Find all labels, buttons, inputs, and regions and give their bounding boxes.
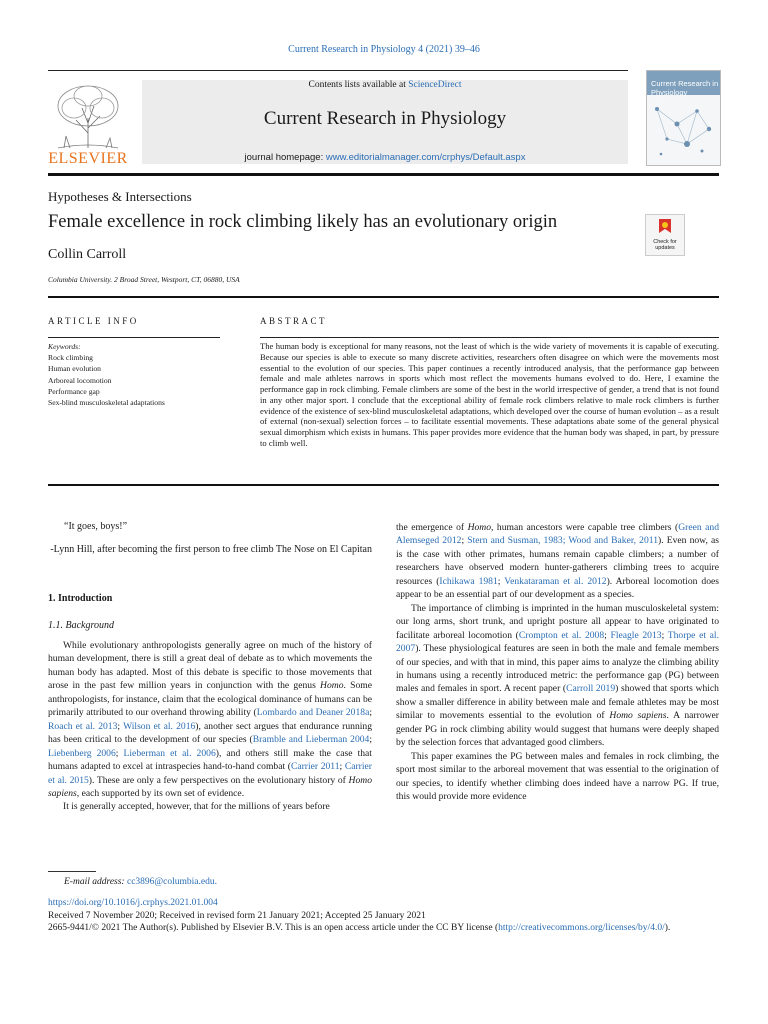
license-link[interactable]: http://creativecommons.org/licenses/by/4.0/ xyxy=(498,923,665,933)
crossmark-label: Check for updates xyxy=(653,239,677,251)
author-name: Collin Carroll xyxy=(48,247,127,262)
body-paragraph: It is generally accepted, however, that for the millions of years before xyxy=(63,801,330,813)
homepage-prefix: journal homepage: xyxy=(244,152,326,163)
crossmark-icon xyxy=(646,215,684,239)
keyword: Human evolution xyxy=(48,364,101,374)
header-rule xyxy=(48,70,628,71)
title-block-rule xyxy=(48,296,719,298)
citation-link[interactable]: Wilson et al. 2016 xyxy=(123,720,196,732)
citation-link[interactable]: Carrier et al. 2015 xyxy=(48,761,372,786)
body-paragraph: While evolutionary anthropologists generally agree on much of the history of human development, there is still a great deal of debate as to which movements the human body has adapted. Most of this debate is specific to those movements that arose in the past few million years in conjunction with the genus Homo. Some anthropologists, for instance, claim that the ecological dominance of humans can be primarily attributed to our overhand throwing ability (Lombardo and Deaner 2018a; Roach et al. 2013; Wilson et al. 2016), another sect argues that endurance running has been critical to the development of our species (Bramble and Lieberman 2004; Liebenberg 2006; Lieberman et al. 2006), and others still make the case that humans adapted to excel at intraspecies hand-to-hand combat (Carrier 2011; Carrier et al. 2015). These are only a few perspectives on the evolutionary history of Homo sapiens, each supported by its own set of evidence. xyxy=(48,640,373,799)
doi-link[interactable]: https://doi.org/10.1016/j.crphys.2021.01.004 xyxy=(48,898,218,908)
citation-link[interactable]: Ichikawa 1981 xyxy=(439,575,498,587)
keyword: Rock climbing xyxy=(48,353,93,363)
contents-line xyxy=(142,80,628,90)
email-label: E-mail address: xyxy=(64,877,125,887)
homepage-link[interactable]: www.editorialmanager.com/crphys/Default.aspx xyxy=(325,152,526,163)
footnote-email xyxy=(64,877,217,887)
citation-link[interactable]: Carrier 2011 xyxy=(290,761,340,773)
body-left-column xyxy=(48,639,372,814)
citation-link[interactable]: Roach et al. 2013 xyxy=(48,720,118,732)
body-right-column xyxy=(396,521,719,804)
article-info-heading: ARTICLE INFO xyxy=(48,316,139,326)
abstract-heading: ABSTRACT xyxy=(260,316,328,326)
article-title: Female excellence in rock climbing likely has an evolutionary origin xyxy=(48,212,558,232)
contents-prefix: Contents lists available at xyxy=(308,80,409,90)
license-text: 2665-9441/© 2021 The Author(s). Published by Elsevier B.V. This is an open access article under the CC BY license ( xyxy=(48,923,499,933)
masthead-bottom-rule xyxy=(48,173,719,176)
cover-network-art xyxy=(647,99,720,165)
journal-title: Current Research in Physiology xyxy=(263,108,507,129)
license-end: ). xyxy=(664,923,671,933)
subsection-heading-background: 1.1. Background xyxy=(48,620,115,631)
citation-link[interactable]: Lombardo and Deaner 2018a xyxy=(256,707,370,719)
section-heading-introduction: 1. Introduction xyxy=(48,593,113,604)
elsevier-wordmark: ELSEVIER xyxy=(48,150,128,167)
footnote-rule xyxy=(48,871,96,872)
cover-title: Current Research in Physiology xyxy=(651,79,719,97)
keyword: Performance gap xyxy=(48,386,100,396)
abstract-text: The human body is exceptional for many reasons, not the least of which is the wide variety of movements it is capable of executing. Because our species is able to execute so many discrete activities, researchers often disagree on which were the movements most essential to the evolution of our species. This paper continues a recently introduced analysis, that the performance gap between female and male athletes narrows in sports which most reflect the movements humans evolved to do. Here, I examine the performance gap in rock climbing. Female climbers are some of the best in the world irrespective of gender, a trend that is not found in any other major sport. I conclude that the exceptional ability of female rock climbers relative to male rock climbers is further evidence of the existence of sex-blind musculoskeletal adaptations, which developed over the course of human evolution – as a result of external (non-sexual) selection forces – to facilitate essential movements. These adaptations abate some of the general physical sexual dimorphism which exists in humans. This paper provides more evidence that the human body was shaped, in part, by pressure to climb well. xyxy=(260,341,719,448)
citation-link[interactable]: Crompton et al. 2008 xyxy=(518,629,605,641)
article-section-type: Hypotheses & Intersections xyxy=(48,189,192,204)
journal-citation-link[interactable]: Current Research in Physiology 4 (2021) 39–46 xyxy=(288,44,480,55)
author-affiliation: Columbia University. 2 Broad Street, Westport, CT, 06880, USA xyxy=(48,275,240,284)
citation-link[interactable]: Stern and Susman, 1983; Wood and Baker, 2011 xyxy=(467,535,659,547)
body-paragraph: The importance of climbing is imprinted in the human musculoskeletal system: our long arms, short trunk, and upright posture all appear to have originated to facilitate arboreal locomotion (Crompton et al. 2008; Fleagle 2013; Thorpe et al. 2007). These physiological features are seen in both the male and female members of our species, and with that in mind, this paper aims to analyze the climbing ability in humans using a recently introduced metric: the performance gap (PG) between males and females in sport. A recent paper (Carroll 2019) showed that sports which show a smaller difference in ability between male and female athletes may be most similar to movements essential to the evolution of Homo sapiens. A narrower gender PG in rock climbing ability would suggest that humans were deeply shaped by the selection forces that advantaged good climbers. xyxy=(396,602,719,749)
citation-link[interactable]: Venkataraman et al. 2012 xyxy=(504,575,607,587)
body-paragraph: This paper examines the PG between males and females in rock climbing, the sport most similar to the arboreal movement that was essential to the origination of our species, to identify whether climbing does indeed have a narrow PG. If true, this would provide more evidence xyxy=(396,750,719,803)
citation-link[interactable]: Thorpe et al. 2007 xyxy=(396,629,719,655)
article-info-rule xyxy=(48,337,220,338)
keyword: Arboreal locomotion xyxy=(48,375,112,385)
abstract-bottom-rule xyxy=(48,484,719,486)
body-paragraph: the emergence of Homo, human ancestors were capable tree climbers (Green and Alemseged 2012; Stern and Susman, 1983; Wood and Baker, 2011). Even now, as is the case with other primates, humans remain capable climbers; a number of researchers have observed modern hunter-gatherers climbing trees to acquire resources (Ichikawa 1981; Venkataraman et al. 2012). Arboreal locomotion does appear to be an essential part of our development as a species. xyxy=(396,522,719,601)
check-for-updates-badge[interactable] xyxy=(645,214,685,256)
citation-link[interactable]: Green and Alemseged 2012 xyxy=(396,522,719,547)
keywords-label: Keywords: xyxy=(48,342,81,351)
abstract-rule xyxy=(260,337,719,338)
keyword: Sex-blind musculoskeletal adaptations xyxy=(48,398,165,408)
citation-link[interactable]: Lieberman et al. 2006 xyxy=(123,747,216,759)
email-link[interactable]: cc3896@columbia.edu. xyxy=(126,877,217,887)
license-line xyxy=(48,923,670,933)
citation-link[interactable]: Bramble and Lieberman 2004 xyxy=(252,734,370,746)
journal-cover-thumbnail[interactable] xyxy=(646,70,721,166)
sciencedirect-link[interactable]: ScienceDirect xyxy=(408,80,462,90)
citation-link[interactable]: Fleagle 2013 xyxy=(610,629,662,641)
citation-link[interactable]: Liebenberg 2006 xyxy=(48,747,116,759)
received-dates: Received 7 November 2020; Received in revised form 21 January 2021; Accepted 25 January 2021 xyxy=(48,911,426,921)
journal-homepage xyxy=(142,152,628,163)
citation-link[interactable]: Carroll 2019 xyxy=(566,683,616,695)
epigraph-source: -Lynn Hill, after becoming the first person to free climb The Nose on El Capitan xyxy=(50,544,372,555)
epigraph-quote: “It goes, boys!” xyxy=(64,521,128,532)
keywords-list xyxy=(48,341,165,408)
